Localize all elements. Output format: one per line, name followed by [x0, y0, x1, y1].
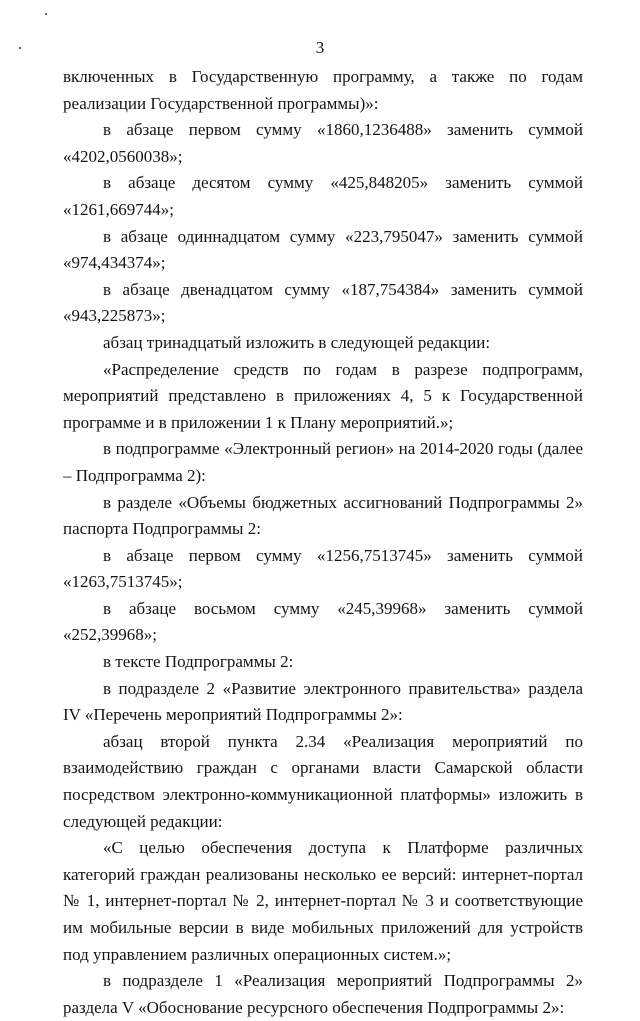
paragraph: включенных в Государственную программу, а также по годам реализации Государственной программы)»: [63, 67, 583, 113]
paragraph: в абзаце двенадцатом сумму «187,754384» заменить суммой «943,225873»; [63, 279, 583, 326]
paragraph: абзац тринадцатый изложить в следующей редакции: [103, 332, 491, 352]
page-number: 3 [315, 38, 325, 57]
document-body [63, 64, 583, 1021]
scan-speck [45, 13, 47, 15]
paragraph: в подпрограмме «Электронный регион» на 2014-2020 годы (далее – Подпрограмма 2): [63, 439, 583, 485]
paragraph: в подразделе 2 «Развитие электронного правительства» раздела IV «Перечень мероприятий Подпрограммы 2»: [63, 678, 583, 725]
paragraph: в абзаце первом сумму «1256,7513745» заменить суммой «1263,7513745»; [63, 545, 583, 592]
paragraph: в абзаце восьмом сумму «245,39968» заменить суммой «252,39968»; [63, 598, 583, 645]
paragraph: «Распределение средств по годам в разрезе подпрограмм, мероприятий представлено в приложениях 4, 5 к Государственной программе и в приложении 1 к Плану мероприятий.»; [63, 359, 583, 432]
paragraph: абзац второй пункта 2.34 «Реализация мероприятий по взаимодействию граждан с органами власти Самарской области посредством электронно-коммуникационной платформы» изложить в следующей редакции: [63, 731, 583, 831]
paragraph: в тексте Подпрограммы 2: [103, 652, 294, 672]
paragraph: в абзаце первом сумму «1860,1236488» заменить суммой «4202,0560038»; [63, 120, 583, 166]
paragraph: в абзаце десятом сумму «425,848205» заменить суммой «1261,669744»; [63, 173, 583, 219]
paragraph: в разделе «Объемы бюджетных ассигнований Подпрограммы 2» паспорта Подпрограммы 2: [63, 492, 583, 539]
paragraph: в абзаце одиннадцатом сумму «223,795047» заменить суммой «974,434374»; [63, 226, 583, 273]
paragraph: в подразделе 1 «Реализация мероприятий Подпрограммы 2» раздела V «Обоснование ресурсного обеспечения Подпрограммы 2»: [63, 971, 583, 1017]
paragraph: «С целью обеспечения доступа к Платформе различных категорий граждан реализованы несколько ее версий: интернет-портал № 1, интернет-портал № 2, интернет-портал № 3 и соответствующие им мобильные версии в виде мобильных приложений для устройств под управлением различных операционных систем.»; [63, 838, 583, 964]
